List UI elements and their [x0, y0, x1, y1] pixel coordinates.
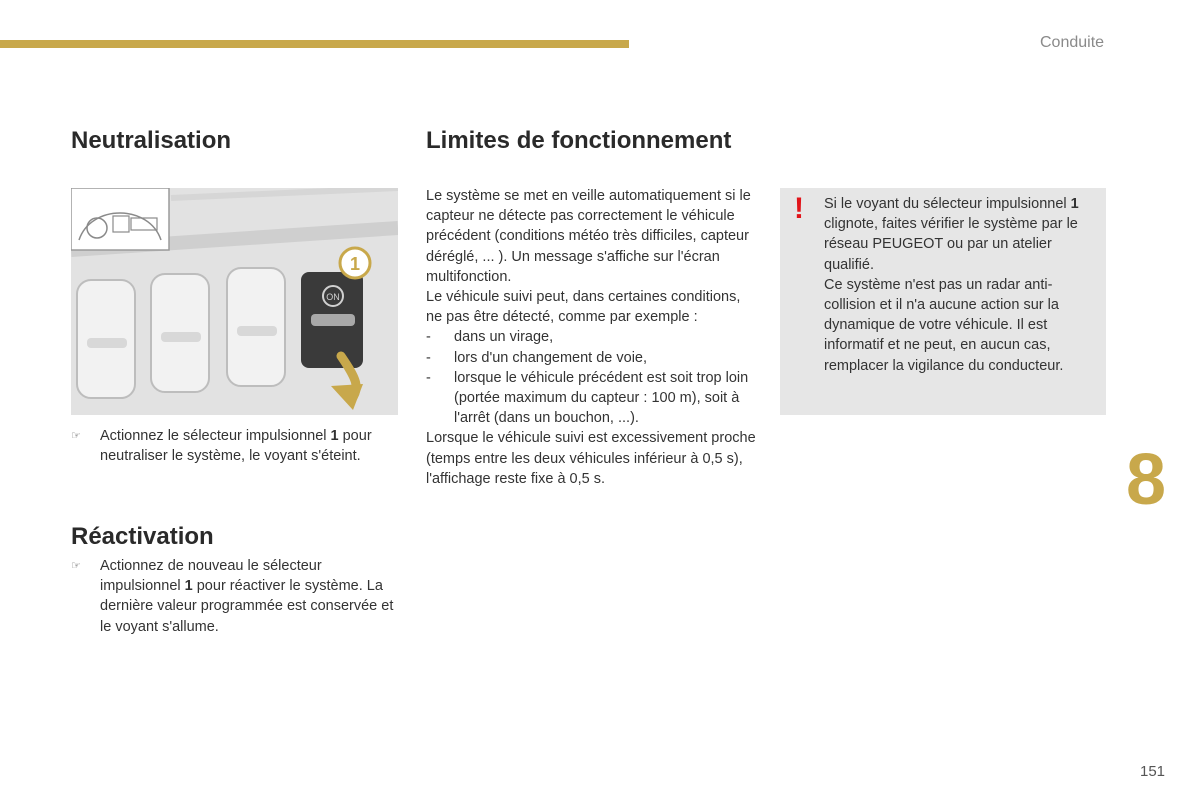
- limites-body: [426, 186, 756, 489]
- reactivation-instruction: ☞ Actionnez de nouveau le sélecteur impulsionnel 1 pour réactiver le système. La dernière valeur programmée est conservée et le voyant s'allume.: [71, 558, 394, 635]
- limites-paragraph: Le système se met en veille automatiquement si le capteur ne détecte pas correctement le véhicule précédent (conditions météo très difficiles, capteur déréglé, ... ). Un message s'affiche sur l'écran multifonction.: [426, 188, 751, 285]
- limites-heading: Limites de fonctionnement: [426, 127, 732, 154]
- neutralisation-heading: Neutralisation: [71, 127, 232, 154]
- list-item: - lorsque le véhicule précédent est soit trop loin (portée maximum du capteur : 100 m), soit à l'arrêt (dans un bouchon, ...).: [426, 368, 756, 429]
- action-bullet-icon: ☞: [71, 430, 81, 442]
- chapter-number: 8: [1126, 440, 1167, 520]
- limites-list: [426, 327, 756, 428]
- callout-marker: [340, 248, 370, 278]
- limites-paragraph: Le véhicule suivi peut, dans certaines conditions, ne pas être détecté, comme par exemple :: [426, 289, 741, 326]
- action-bullet-icon: ☞: [71, 560, 81, 572]
- reactivation-heading: Réactivation: [71, 523, 214, 550]
- list-item: - dans un virage,: [426, 327, 756, 347]
- warning-paragraph: Ce système n'est pas un radar anti-collision et il n'a aucune action sur la dynamique de votre véhicule. Il est informatif et ne peut, en aucun cas, remplacer la vigilance du conducteur.: [824, 276, 1064, 374]
- svg-text:1: 1: [349, 254, 361, 274]
- cruise-switch-icon: [301, 272, 363, 368]
- section-title: Conduite: [1040, 34, 1105, 51]
- header-accent-bar: [0, 40, 629, 48]
- warning-box: [780, 188, 1106, 415]
- limites-paragraph: Lorsque le véhicule suivi est excessivement proche (temps entre les deux véhicules inférieur à 0,5 s), l'affichage reste fixe à 0,5 s.: [426, 430, 756, 487]
- neutralisation-instruction: ☞ Actionnez le sélecteur impulsionnel 1 pour neutraliser le système, le voyant s'éteint.: [71, 428, 372, 465]
- warning-text: [824, 194, 1100, 376]
- switch-illustration: [71, 188, 398, 415]
- warning-paragraph: Si le voyant du sélecteur impulsionnel 1 clignote, faites vérifier le système par le réseau PEUGEOT ou par un atelier qualifié.: [824, 196, 1079, 273]
- list-item: - lors d'un changement de voie,: [426, 348, 756, 368]
- page-number: 151: [1140, 763, 1166, 780]
- cabin-inset: [71, 188, 169, 250]
- exclamation-icon: !: [794, 192, 804, 225]
- svg-text:ON: ON: [326, 292, 340, 302]
